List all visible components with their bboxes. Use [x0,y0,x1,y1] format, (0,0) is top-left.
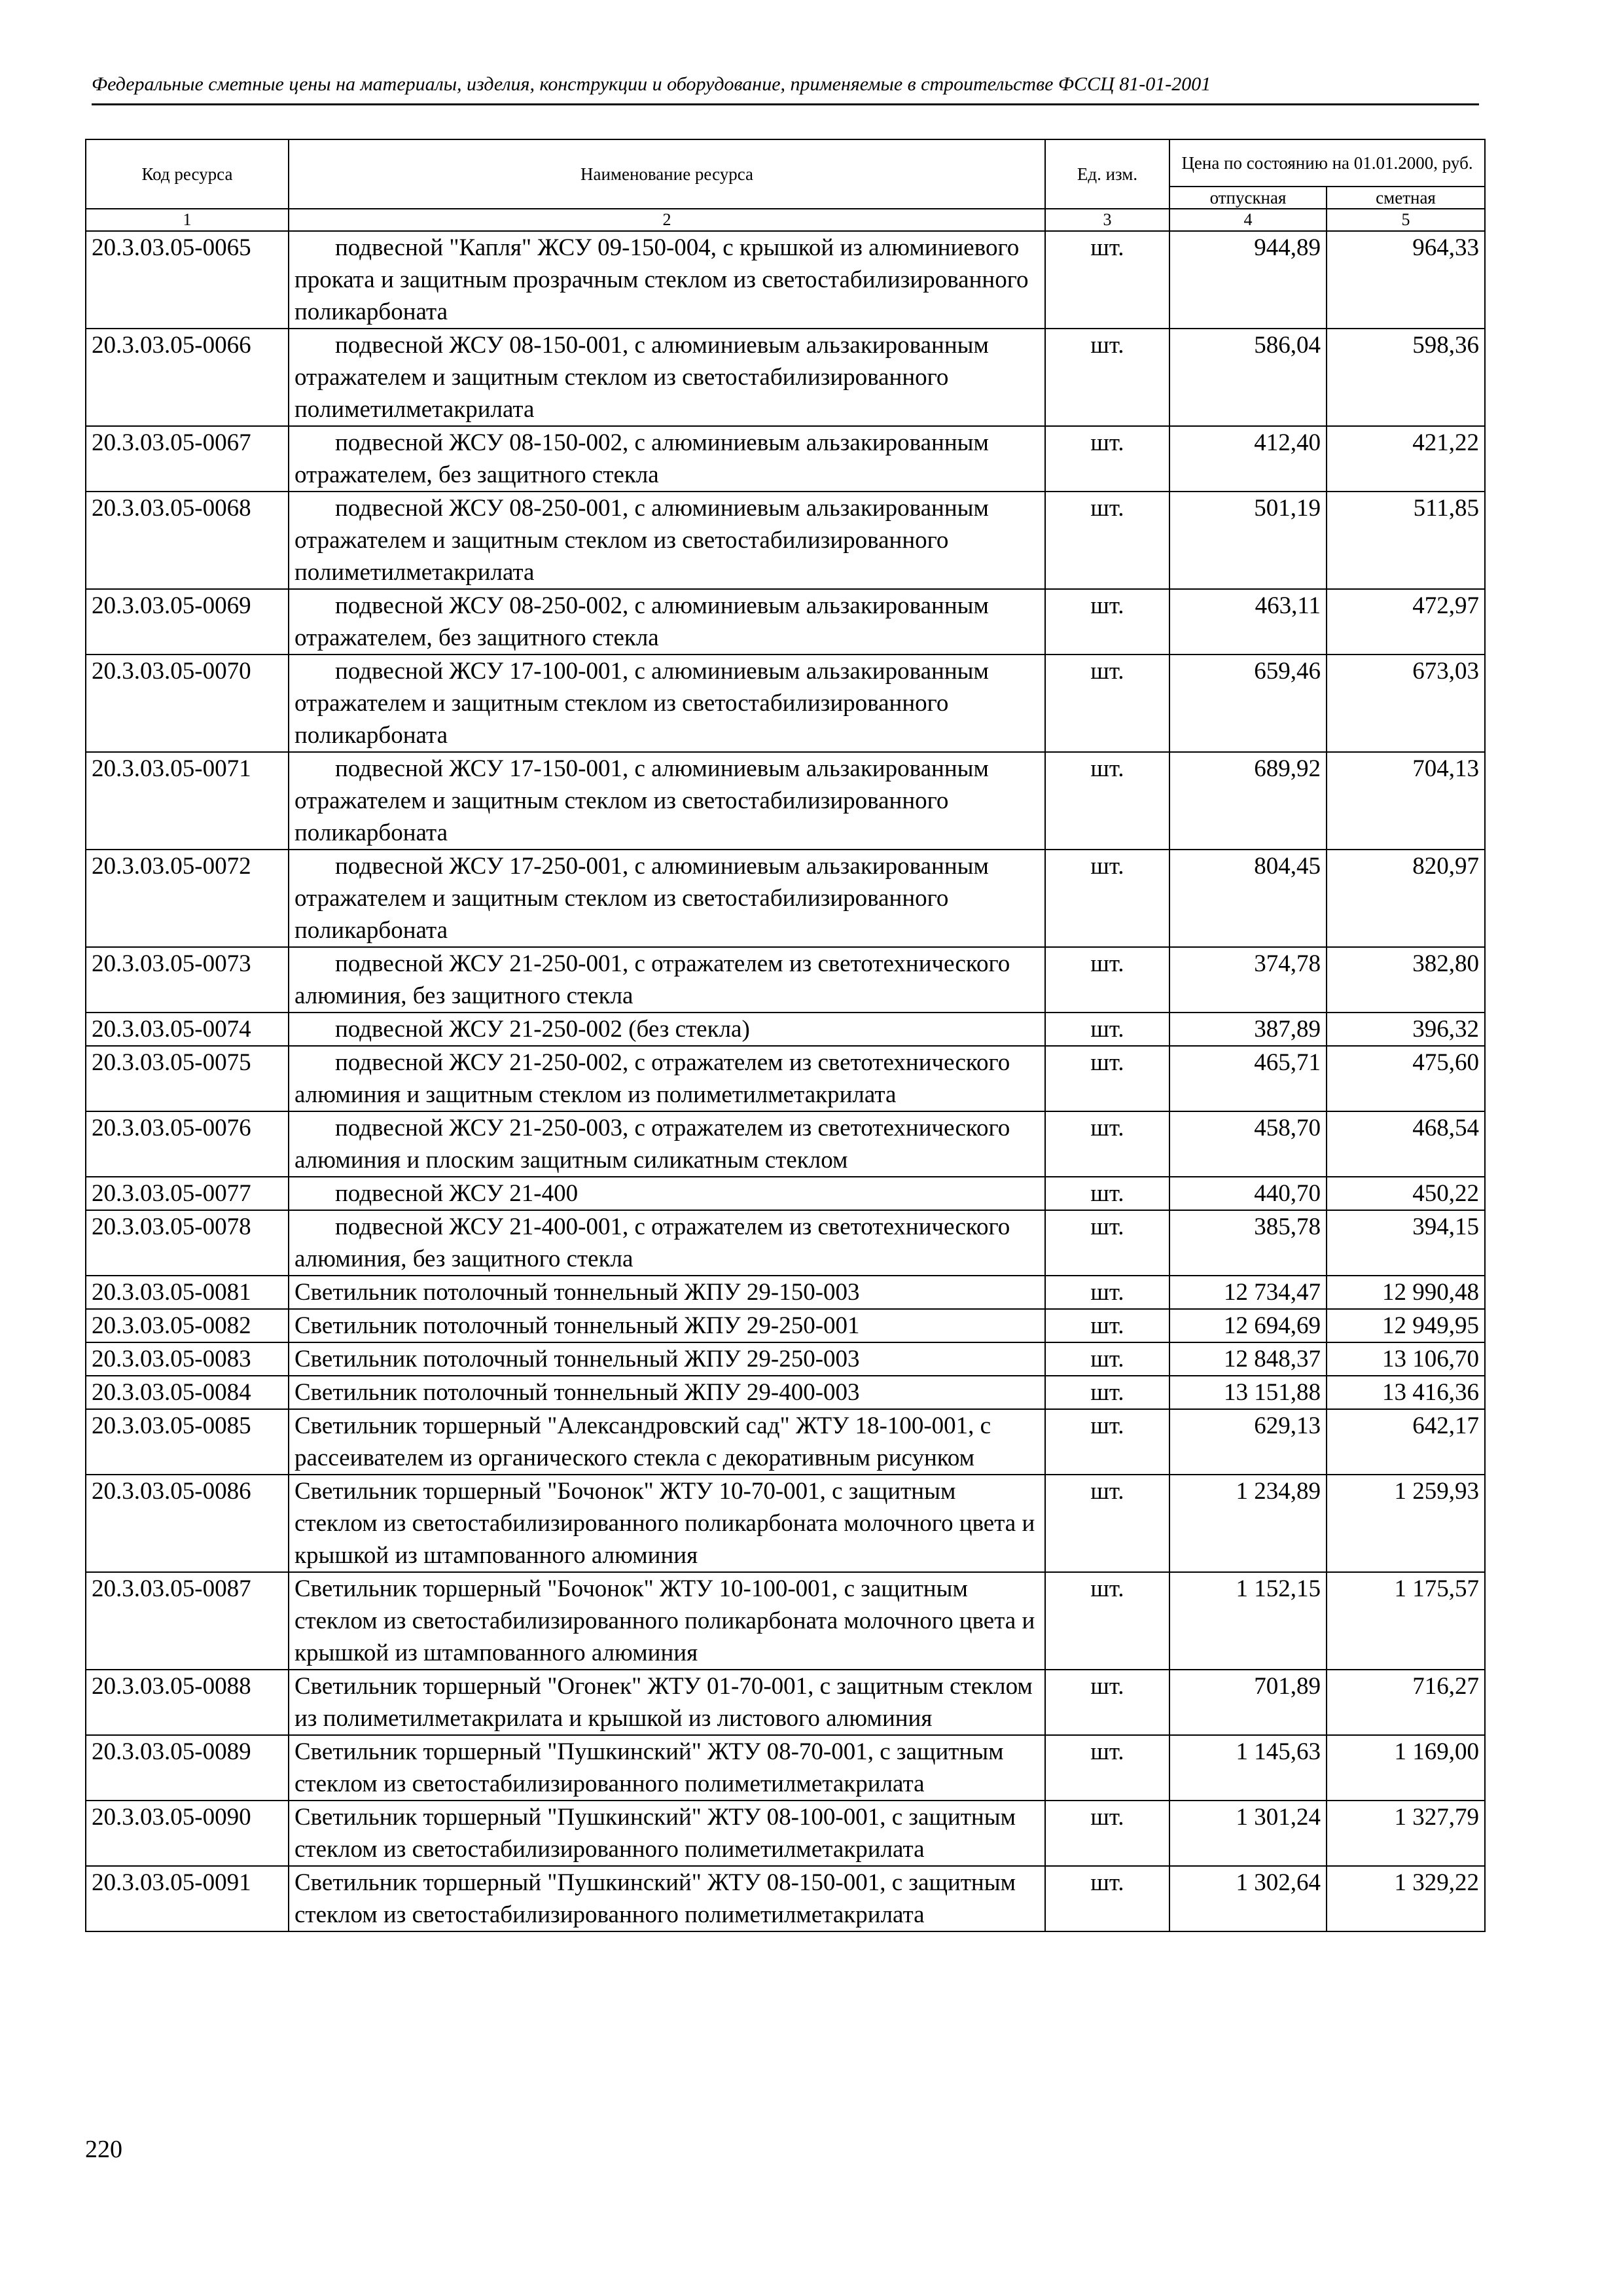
unit-of-measure: шт. [1045,655,1169,752]
resource-name [289,947,1045,1013]
resource-name [289,1309,1045,1342]
release-price: 13 151,88 [1169,1376,1327,1409]
estimate-price: 13 416,36 [1327,1376,1485,1409]
resource-name [289,1866,1045,1931]
release-price: 458,70 [1169,1111,1327,1177]
estimate-price: 964,33 [1327,231,1485,329]
table-row [86,947,1485,1013]
column-number: 2 [289,209,1045,231]
estimate-price: 396,32 [1327,1013,1485,1046]
resource-name [289,655,1045,752]
resource-name-text: подвесной ЖСУ 08-150-001, с алюминиевым альзакированным отражателем и защитным стеклом из светостабилизированного полиметилметакрилата [294,332,989,423]
release-price: 12 734,47 [1169,1276,1327,1309]
estimate-price: 1 175,57 [1327,1572,1485,1670]
resource-code: 20.3.03.05-0091 [86,1866,289,1931]
resource-name [289,426,1045,492]
resource-name [289,329,1045,426]
resource-name [289,1670,1045,1735]
resource-code: 20.3.03.05-0081 [86,1276,289,1309]
resource-name-text: подвесной ЖСУ 21-250-002 (без стекла) [335,1016,750,1043]
page-number: 220 [85,2136,122,2163]
table-row [86,1177,1485,1210]
table-row [86,1409,1485,1475]
table-row [86,752,1485,850]
resource-name [289,1111,1045,1177]
table-row [86,1276,1485,1309]
resource-name-text: подвесной ЖСУ 21-250-003, с отражателем из светотехнического алюминия и плоским защитным силикатным стеклом [294,1115,1010,1174]
table-row [86,1111,1485,1177]
estimate-price: 475,60 [1327,1046,1485,1111]
table-row [86,1342,1485,1376]
unit-of-measure: шт. [1045,1572,1169,1670]
resource-code: 20.3.03.05-0082 [86,1309,289,1342]
resource-name-text: подвесной ЖСУ 17-100-001, с алюминиевым альзакированным отражателем и защитным стеклом из светостабилизированного поликарбоната [294,658,989,749]
resource-code: 20.3.03.05-0068 [86,492,289,589]
release-price: 412,40 [1169,426,1327,492]
resource-name [289,1475,1045,1572]
unit-of-measure: шт. [1045,752,1169,850]
estimate-price: 1 329,22 [1327,1866,1485,1931]
release-price: 12 848,37 [1169,1342,1327,1376]
resource-code: 20.3.03.05-0072 [86,850,289,947]
unit-of-measure: шт. [1045,1376,1169,1409]
resource-name [289,231,1045,329]
table-row [86,1046,1485,1111]
unit-of-measure: шт. [1045,1475,1169,1572]
resource-name-text: подвесной ЖСУ 17-250-001, с алюминиевым альзакированным отражателем и защитным стеклом из светостабилизированного поликарбоната [294,853,989,944]
release-price: 944,89 [1169,231,1327,329]
estimate-price: 382,80 [1327,947,1485,1013]
resource-name [289,1376,1045,1409]
estimate-price: 1 259,93 [1327,1475,1485,1572]
unit-of-measure: шт. [1045,1276,1169,1309]
column-number: 4 [1169,209,1327,231]
price-table-header [86,139,1485,231]
price-table [85,139,1486,1932]
resource-name-text: Светильник потолочный тоннельный ЖПУ 29-250-001 [294,1312,860,1339]
estimate-price: 598,36 [1327,329,1485,426]
resource-name [289,1013,1045,1046]
resource-code: 20.3.03.05-0074 [86,1013,289,1046]
column-number-row [86,209,1485,231]
resource-code: 20.3.03.05-0067 [86,426,289,492]
resource-name [289,1177,1045,1210]
estimate-price: 12 949,95 [1327,1309,1485,1342]
unit-of-measure: шт. [1045,1177,1169,1210]
resource-name [289,1735,1045,1801]
resource-name [289,850,1045,947]
release-price: 465,71 [1169,1046,1327,1111]
resource-name-text: Светильник потолочный тоннельный ЖПУ 29-150-003 [294,1279,860,1306]
release-price: 689,92 [1169,752,1327,850]
release-price: 463,11 [1169,589,1327,655]
estimate-price: 450,22 [1327,1177,1485,1210]
resource-code: 20.3.03.05-0069 [86,589,289,655]
unit-of-measure: шт. [1045,947,1169,1013]
release-price: 1 234,89 [1169,1475,1327,1572]
table-row [86,1670,1485,1735]
resource-name [289,492,1045,589]
resource-name-text: Светильник потолочный тоннельный ЖПУ 29-250-003 [294,1346,860,1372]
table-row [86,1475,1485,1572]
resource-name [289,1342,1045,1376]
estimate-price: 704,13 [1327,752,1485,850]
resource-name-text: Светильник торшерный "Бочонок" ЖТУ 10-70-001, с защитным стеклом из светостабилизированного поликарбоната молочного цвета и крышкой из штампованного алюминия [294,1478,1035,1569]
estimate-price: 394,15 [1327,1210,1485,1276]
resource-name-text: подвесной ЖСУ 21-250-002, с отражателем из светотехнического алюминия и защитным стеклом из полиметилметакрилата [294,1049,1010,1108]
resource-name-text: подвесной "Капля" ЖСУ 09-150-004, с крышкой из алюминиевого проката и защитным прозрачным стеклом из светостабилизированного поликарбоната [294,234,1029,325]
resource-name [289,1276,1045,1309]
resource-name [289,1572,1045,1670]
resource-name-text: Светильник торшерный "Пушкинский" ЖТУ 08-100-001, с защитным стеклом из светостабилизированного полиметилметакрилата [294,1804,1016,1863]
unit-of-measure: шт. [1045,1309,1169,1342]
unit-of-measure: шт. [1045,1210,1169,1276]
resource-code: 20.3.03.05-0071 [86,752,289,850]
resource-code: 20.3.03.05-0073 [86,947,289,1013]
release-price: 501,19 [1169,492,1327,589]
resource-name-text: подвесной ЖСУ 08-250-001, с алюминиевым альзакированным отражателем и защитным стеклом из светостабилизированного полиметилметакрилата [294,495,989,586]
resource-name [289,1801,1045,1866]
resource-code: 20.3.03.05-0066 [86,329,289,426]
table-row [86,426,1485,492]
table-row [86,492,1485,589]
estimate-price: 511,85 [1327,492,1485,589]
resource-code: 20.3.03.05-0075 [86,1046,289,1111]
unit-of-measure: шт. [1045,492,1169,589]
resource-code: 20.3.03.05-0070 [86,655,289,752]
resource-code: 20.3.03.05-0086 [86,1475,289,1572]
estimate-price: 716,27 [1327,1670,1485,1735]
resource-name-text: подвесной ЖСУ 21-250-001, с отражателем из светотехнического алюминия, без защитного стекла [294,950,1010,1009]
table-row [86,1866,1485,1931]
resource-code: 20.3.03.05-0076 [86,1111,289,1177]
resource-name-text: подвесной ЖСУ 08-250-002, с алюминиевым альзакированным отражателем, без защитного стекла [294,592,989,651]
unit-of-measure: шт. [1045,589,1169,655]
estimate-price: 1 169,00 [1327,1735,1485,1801]
resource-name [289,1046,1045,1111]
estimate-price: 642,17 [1327,1409,1485,1475]
table-row [86,329,1485,426]
resource-code: 20.3.03.05-0090 [86,1801,289,1866]
release-price: 701,89 [1169,1670,1327,1735]
col-header-code: Код ресурса [86,139,289,209]
estimate-price: 13 106,70 [1327,1342,1485,1376]
table-row [86,1013,1485,1046]
unit-of-measure: шт. [1045,1111,1169,1177]
release-price: 387,89 [1169,1013,1327,1046]
column-number: 5 [1327,209,1485,231]
resource-code: 20.3.03.05-0084 [86,1376,289,1409]
release-price: 586,04 [1169,329,1327,426]
resource-name-text: подвесной ЖСУ 21-400-001, с отражателем из светотехнического алюминия, без защитного стекла [294,1213,1010,1272]
resource-name [289,589,1045,655]
resource-name [289,752,1045,850]
estimate-price: 820,97 [1327,850,1485,947]
resource-name [289,1409,1045,1475]
col-header-unit: Ед. изм. [1045,139,1169,209]
table-row [86,1309,1485,1342]
estimate-price: 1 327,79 [1327,1801,1485,1866]
unit-of-measure: шт. [1045,1342,1169,1376]
release-price: 385,78 [1169,1210,1327,1276]
col-header-release-price: отпускная [1169,187,1327,209]
col-header-name: Наименование ресурса [289,139,1045,209]
resource-name-text: Светильник торшерный "Бочонок" ЖТУ 10-100-001, с защитным стеклом из светостабилизированного поликарбоната молочного цвета и крышкой из штампованного алюминия [294,1575,1035,1666]
unit-of-measure: шт. [1045,1801,1169,1866]
resource-code: 20.3.03.05-0065 [86,231,289,329]
running-header: Федеральные сметные цены на материалы, изделия, конструкции и оборудование, применяемые в строительстве ФССЦ 81-01-2001 [92,73,1211,95]
resource-code: 20.3.03.05-0078 [86,1210,289,1276]
release-price: 12 694,69 [1169,1309,1327,1342]
table-row [86,589,1485,655]
estimate-price: 421,22 [1327,426,1485,492]
unit-of-measure: шт. [1045,426,1169,492]
unit-of-measure: шт. [1045,850,1169,947]
unit-of-measure: шт. [1045,1866,1169,1931]
resource-name-text: Светильник торшерный "Пушкинский" ЖТУ 08-70-001, с защитным стеклом из светостабилизированного полиметилметакрилата [294,1738,1004,1797]
col-header-estimate-price: сметная [1327,187,1485,209]
release-price: 629,13 [1169,1409,1327,1475]
column-number: 1 [86,209,289,231]
unit-of-measure: шт. [1045,1670,1169,1735]
table-row [86,1801,1485,1866]
release-price: 440,70 [1169,1177,1327,1210]
resource-name-text: Светильник торшерный "Огонек" ЖТУ 01-70-001, с защитным стеклом из полиметилметакрилата и крышкой из листового алюминия [294,1673,1033,1732]
resource-name-text: Светильник потолочный тоннельный ЖПУ 29-400-003 [294,1379,860,1406]
table-row [86,1572,1485,1670]
table-row [86,655,1485,752]
release-price: 659,46 [1169,655,1327,752]
resource-code: 20.3.03.05-0085 [86,1409,289,1475]
resource-name [289,1210,1045,1276]
header-rule [92,103,1479,105]
estimate-price: 673,03 [1327,655,1485,752]
release-price: 1 145,63 [1169,1735,1327,1801]
unit-of-measure: шт. [1045,329,1169,426]
resource-name-text: подвесной ЖСУ 08-150-002, с алюминиевым альзакированным отражателем, без защитного стекла [294,429,989,488]
price-table-body [86,231,1485,1931]
unit-of-measure: шт. [1045,1046,1169,1111]
table-row [86,231,1485,329]
release-price: 804,45 [1169,850,1327,947]
unit-of-measure: шт. [1045,231,1169,329]
release-price: 374,78 [1169,947,1327,1013]
unit-of-measure: шт. [1045,1409,1169,1475]
resource-name-text: Светильник торшерный "Пушкинский" ЖТУ 08-150-001, с защитным стеклом из светостабилизированного полиметилметакрилата [294,1869,1016,1928]
table-row [86,1210,1485,1276]
resource-name-text: подвесной ЖСУ 17-150-001, с алюминиевым альзакированным отражателем и защитным стеклом из светостабилизированного поликарбоната [294,755,989,846]
resource-name-text: Светильник торшерный "Александровский сад" ЖТУ 18-100-001, с рассеивателем из органического стекла с декоративным рисунком [294,1412,991,1471]
table-row [86,1376,1485,1409]
table-row [86,1735,1485,1801]
estimate-price: 12 990,48 [1327,1276,1485,1309]
col-header-price-group: Цена по состоянию на 01.01.2000, руб. [1169,139,1485,187]
resource-code: 20.3.03.05-0077 [86,1177,289,1210]
release-price: 1 152,15 [1169,1572,1327,1670]
unit-of-measure: шт. [1045,1013,1169,1046]
estimate-price: 468,54 [1327,1111,1485,1177]
resource-code: 20.3.03.05-0087 [86,1572,289,1670]
column-number: 3 [1045,209,1169,231]
table-row [86,850,1485,947]
resource-code: 20.3.03.05-0089 [86,1735,289,1801]
release-price: 1 301,24 [1169,1801,1327,1866]
release-price: 1 302,64 [1169,1866,1327,1931]
estimate-price: 472,97 [1327,589,1485,655]
resource-code: 20.3.03.05-0088 [86,1670,289,1735]
unit-of-measure: шт. [1045,1735,1169,1801]
resource-name-text: подвесной ЖСУ 21-400 [335,1180,579,1207]
resource-code: 20.3.03.05-0083 [86,1342,289,1376]
